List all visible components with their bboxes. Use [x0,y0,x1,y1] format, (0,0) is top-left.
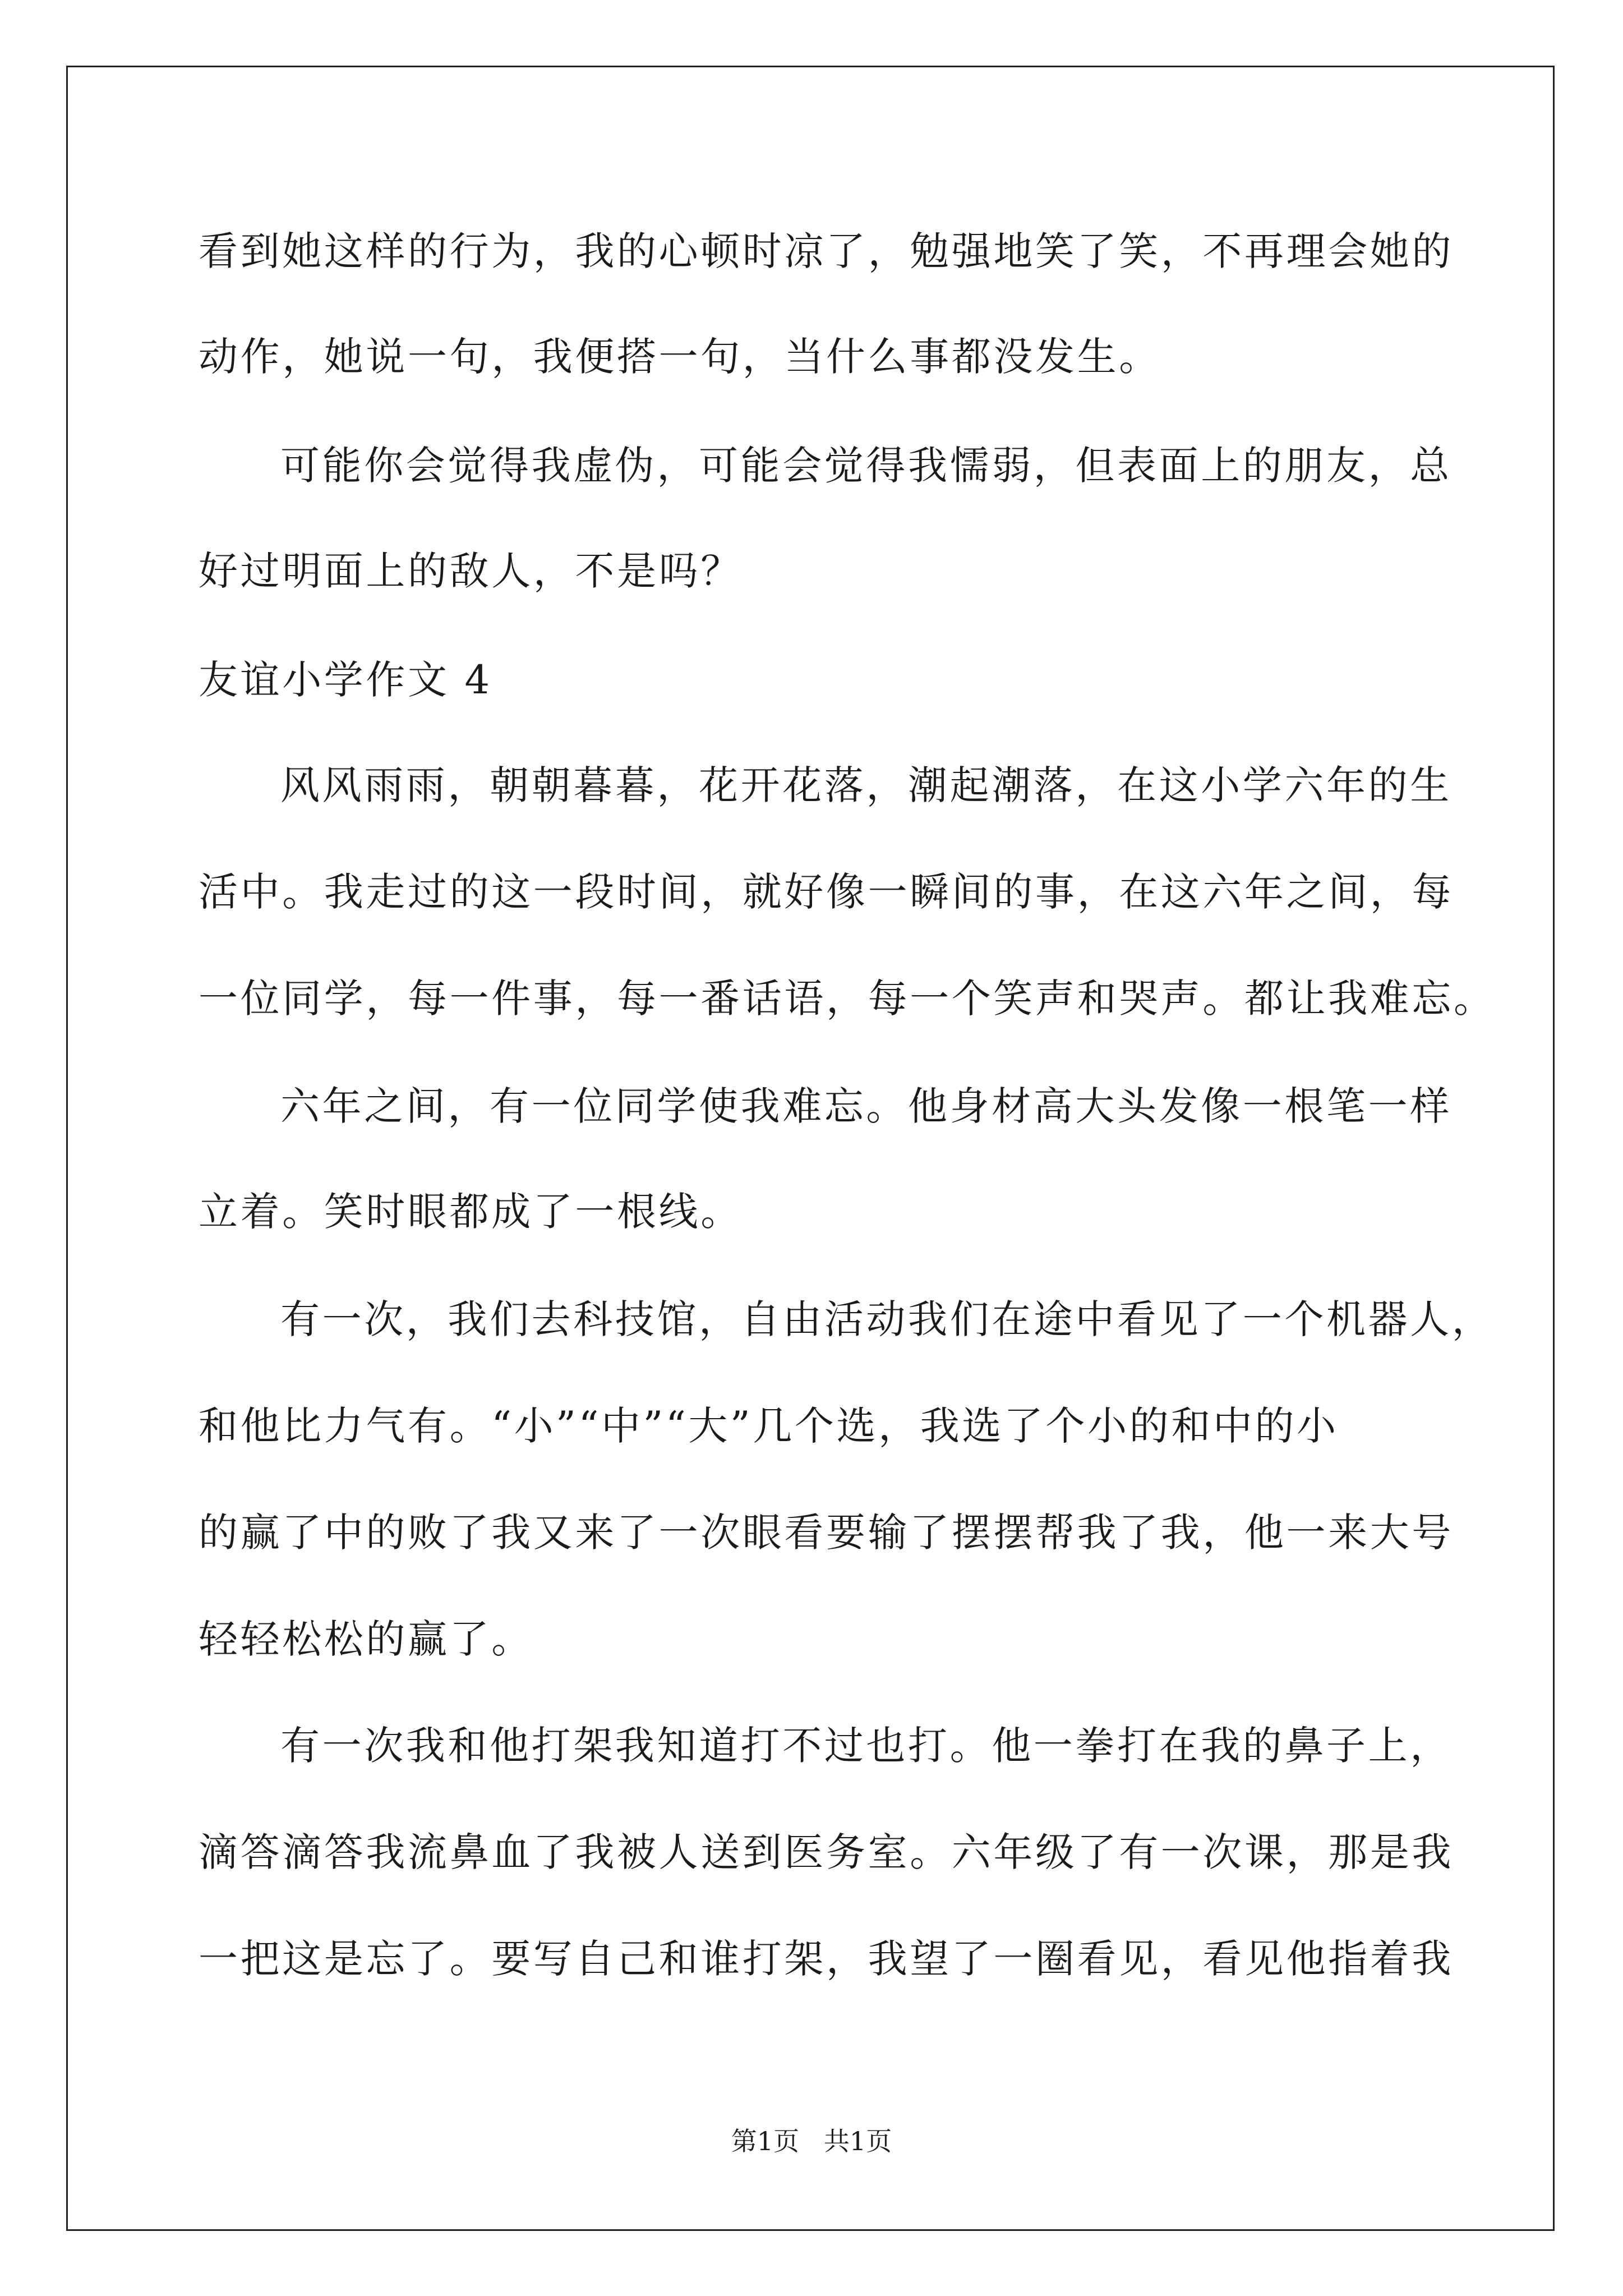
text-line: 和他比力气有。“小”“中”“大”几个选，我选了个小的和中的小 [199,1403,1339,1449]
text-line: 轻轻松松的赢了。 [199,1616,533,1662]
section-heading: 友谊小学作文 4 [199,657,492,703]
text-line: 六年之间，有一位同学使我难忘。他身材高大头发像一根笔一样 [280,1083,1452,1129]
text-line: 好过明面上的敌人，不是吗？ [199,548,743,594]
text-line: 动作，她说一句，我便搭一句，当什么事都没发生。 [199,334,1161,380]
page-border [66,66,1555,2231]
page-footer: 第1页 共1页 [731,2126,892,2156]
text-line: 有一次我和他打架我知道打不过也打。他一拳打在我的鼻子上， [280,1723,1452,1769]
text-line: 活中。我走过的这一段时间，就好像一瞬间的事，在这六年之间，每 [199,869,1454,915]
text-line: 有一次，我们去科技馆，自由活动我们在途中看见了一个机器人， [280,1296,1494,1342]
text-line: 的赢了中的败了我又来了一次眼看要输了摆摆帮我了我，他一来大号 [199,1510,1454,1556]
text-line: 立着。笑时眼都成了一根线。 [199,1189,743,1235]
text-line: 风风雨雨，朝朝暮暮，花开花落，潮起潮落，在这小学六年的生 [280,762,1452,808]
text-line: 可能你会觉得我虚伪，可能会觉得我懦弱，但表面上的朋友，总 [280,443,1452,489]
text-line: 看到她这样的行为，我的心顿时凉了，勉强地笑了笑，不再理会她的 [199,228,1454,274]
text-line: 滴答滴答我流鼻血了我被人送到医务室。六年级了有一次课，那是我 [199,1829,1454,1875]
text-line: 一位同学，每一件事，每一番话语，每一个笑声和哭声。都让我难忘。 [199,976,1496,1022]
text-line: 一把这是忘了。要写自己和谁打架，我望了一圈看见，看见他指着我 [199,1936,1454,1982]
